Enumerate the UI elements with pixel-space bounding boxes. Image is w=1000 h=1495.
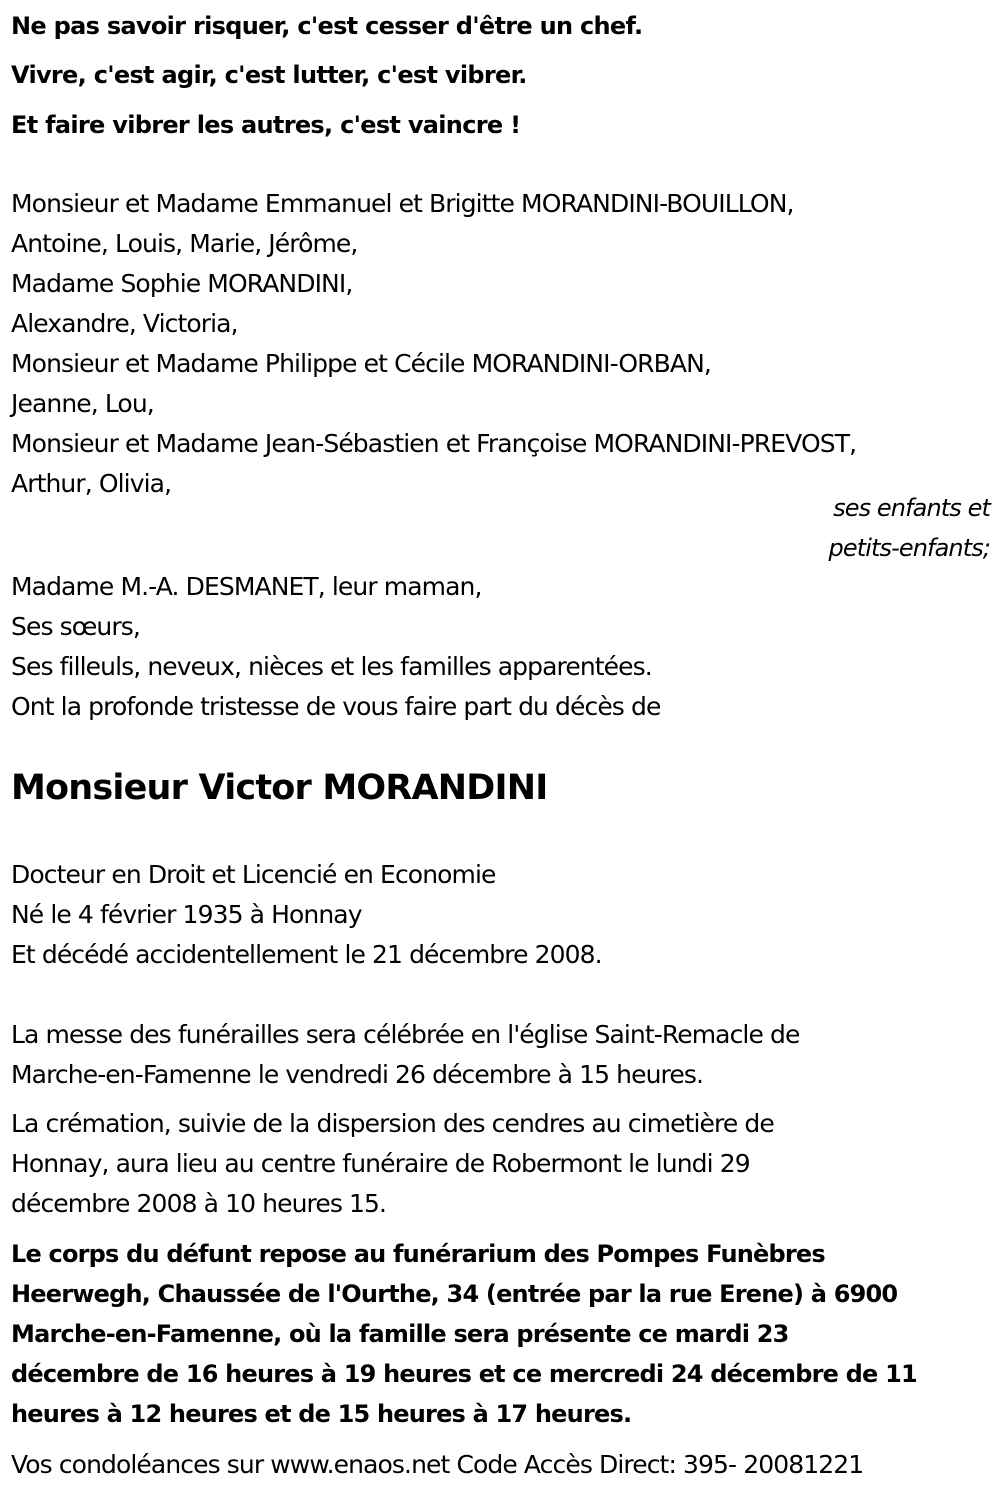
condolences-text: Vos condoléances sur www.enaos.net Code Accès Direct: 395- 20081221 <box>11 1450 864 1479</box>
family-role: petits-enfants; <box>828 534 990 562</box>
epigraph-line: Ne pas savoir risquer, c'est cesser d'être un chef. <box>11 12 643 40</box>
relatives-line: Ses filleuls, neveux, nièces et les familles apparentées. <box>11 652 652 681</box>
mass-line: Marche-en-Famenne le vendredi 26 décembre à 15 heures. <box>11 1060 704 1089</box>
family-line: Monsieur et Madame Jean-Sébastien et Françoise MORANDINI-PREVOST, <box>11 429 857 458</box>
relatives-line: Ses sœurs, <box>11 612 140 641</box>
relatives-line: Ont la profonde tristesse de vous faire part du décès de <box>11 692 661 721</box>
epigraph-line: Et faire vibrer les autres, c'est vaincre ! <box>11 111 521 139</box>
detail-line: Et décédé accidentellement le 21 décembre 2008. <box>11 940 602 969</box>
family-line: Monsieur et Madame Philippe et Cécile MORANDINI-ORBAN, <box>11 349 711 378</box>
epigraph-line: Vivre, c'est agir, c'est lutter, c'est vibrer. <box>11 61 527 89</box>
deceased-name: Monsieur Victor MORANDINI <box>11 768 548 808</box>
family-role: ses enfants et <box>833 494 990 522</box>
detail-line: Docteur en Droit et Licencié en Economie <box>11 860 496 889</box>
family-line: Alexandre, Victoria, <box>11 309 238 338</box>
viewing-line: décembre de 16 heures à 19 heures et ce mercredi 24 décembre de 11 <box>11 1360 917 1388</box>
family-line: Arthur, Olivia, <box>11 469 172 498</box>
viewing-line: Le corps du défunt repose au funérarium des Pompes Funèbres <box>11 1240 825 1268</box>
family-line: Monsieur et Madame Emmanuel et Brigitte MORANDINI-BOUILLON, <box>11 189 794 218</box>
viewing-line: Marche-en-Famenne, où la famille sera présente ce mardi 23 <box>11 1320 789 1348</box>
family-line: Madame Sophie MORANDINI, <box>11 269 353 298</box>
cremation-line: Honnay, aura lieu au centre funéraire de Robermont le lundi 29 <box>11 1149 750 1178</box>
detail-line: Né le 4 février 1935 à Honnay <box>11 900 362 929</box>
family-line: Antoine, Louis, Marie, Jérôme, <box>11 229 358 258</box>
viewing-line: heures à 12 heures et de 15 heures à 17 heures. <box>11 1400 632 1428</box>
viewing-line: Heerwegh, Chaussée de l'Ourthe, 34 (entrée par la rue Erene) à 6900 <box>11 1280 898 1308</box>
family-line: Jeanne, Lou, <box>11 389 154 418</box>
cremation-line: La crémation, suivie de la dispersion des cendres au cimetière de <box>11 1109 774 1138</box>
cremation-line: décembre 2008 à 10 heures 15. <box>11 1189 387 1218</box>
mass-line: La messe des funérailles sera célébrée en l'église Saint-Remacle de <box>11 1020 800 1049</box>
relatives-line: Madame M.-A. DESMANET, leur maman, <box>11 572 482 601</box>
